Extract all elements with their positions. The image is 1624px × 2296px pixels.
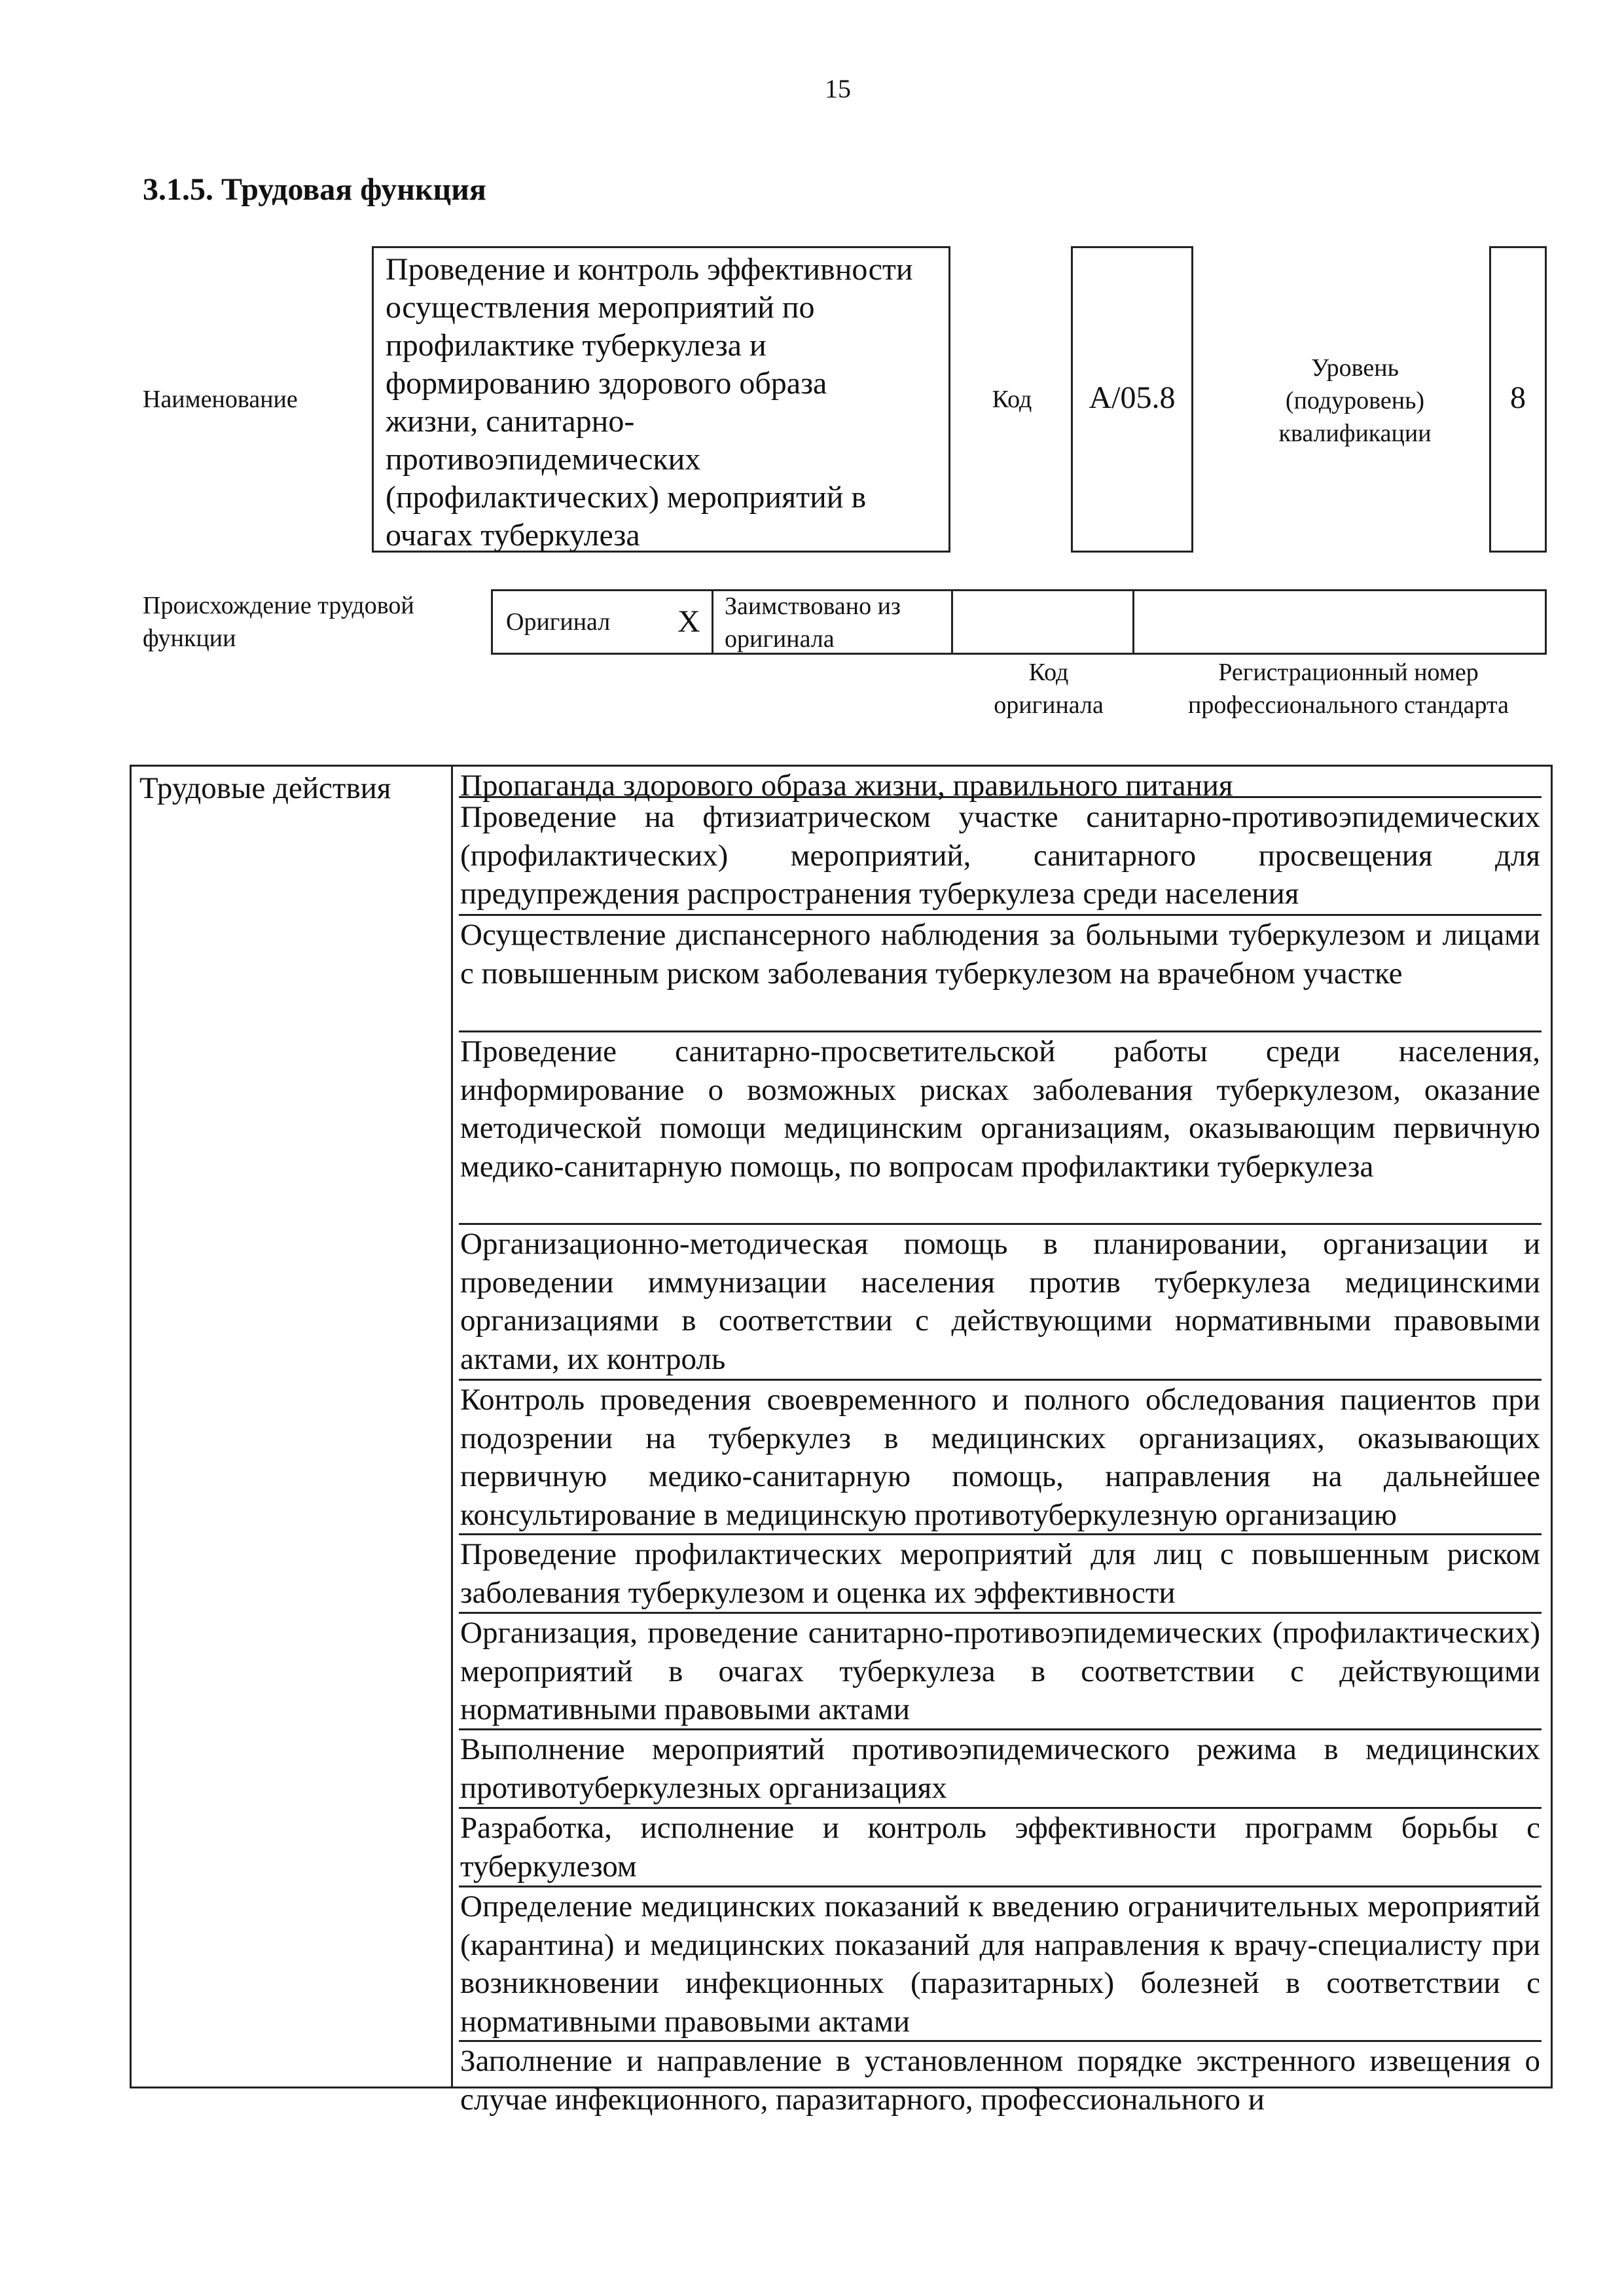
name-value-cell	[372, 246, 950, 553]
name-line: противоэпидемических	[386, 442, 701, 477]
labor-actions-table	[130, 765, 1553, 2117]
borrowed-label-line: Заимствовано из	[725, 592, 901, 620]
section-title: 3.1.5. Трудовая функция	[143, 172, 486, 207]
caption-line: оригинала	[994, 691, 1104, 719]
code-value: А/05.8	[1089, 380, 1176, 415]
labor-action-item: Осуществление диспансерного наблюдения за больными туберкулезом и лицами с повышенным риском заболевания туберкулезом на врачебном участке	[459, 916, 1542, 1032]
origin-label-line: функции	[143, 625, 236, 652]
name-line: профилактике туберкулеза и	[386, 328, 767, 363]
original-mark: X	[677, 604, 700, 639]
name-line: Проведение и контроль эффективности	[386, 252, 913, 287]
level-value-cell	[1489, 246, 1547, 553]
level-label-line: (подуровень)	[1285, 387, 1425, 414]
code-label: Код	[992, 386, 1032, 413]
original-label: Оригинал	[506, 608, 611, 636]
name-line: осуществления мероприятий по	[386, 290, 815, 325]
labor-action-item: Выполнение мероприятий противоэпидемического режима в медицинских противотуберкулезных организациях	[459, 1730, 1542, 1809]
labor-action-item: Организация, проведение санитарно-противоэпидемических (профилактических) мероприятий в очагах туберкулеза в соответствии с действующими нормативными правовыми актами	[459, 1614, 1542, 1730]
labor-actions-label: Трудовые действия	[139, 771, 391, 805]
borrowed-label-line: оригинала	[725, 625, 835, 653]
labor-action-item: Проведение профилактических мероприятий для лиц с повышенным риском заболевания туберкулезом и оценка их эффективности	[459, 1535, 1542, 1614]
code-original-caption	[957, 656, 1140, 721]
level-label	[1244, 352, 1466, 450]
borrowed-label	[725, 590, 901, 655]
origin-divider	[1132, 591, 1134, 653]
level-label-line: квалификации	[1278, 420, 1432, 447]
name-line: формированию здорового образа	[386, 366, 827, 401]
labor-action-item: Заполнение и направление в установленном порядке экстренного извещения о случае инфекционного, паразитарного, профессионального и	[460, 2044, 1540, 2117]
name-value-text	[386, 251, 948, 555]
caption-line: Регистрационный номер	[1218, 659, 1479, 686]
level-label-line: Уровень	[1311, 354, 1399, 382]
labor-action-item: Проведение на фтизиатрическом участке санитарно-противоэпидемических (профилактических) мероприятий, санитарного просвещения для предупреждения распространения туберкулеза среди населения	[459, 798, 1542, 916]
name-line: очагах туберкулеза	[386, 518, 640, 553]
labor-action-item: Пропаганда здорового образа жизни, правильного питания	[459, 767, 1542, 798]
origin-divider	[951, 591, 953, 653]
labor-action-item: Организационно-методическая помощь в планировании, организации и проведении иммунизации населения против туберкулеза медицинскими организациями в соответствии с действующими нормативными правовыми актами, их контроль	[459, 1225, 1542, 1381]
page-number: 15	[825, 74, 851, 103]
name-line: жизни, санитарно-	[386, 404, 635, 439]
origin-label-line: Происхождение трудовой	[143, 592, 414, 619]
code-value-cell	[1071, 246, 1193, 553]
labor-action-item: Проведение санитарно-просветительской работы среди населения, информирование о возможных рисках заболевания туберкулезом, оказание методической помощи медицинским организациям, оказывающим первичную медико-санитарную помощь, по вопросам профилактики туберкулеза	[459, 1032, 1542, 1225]
labor-action-item: Контроль проведения своевременного и полного обследования пациентов при подозрении на туберкулез в медицинских организациях, оказывающих первичную медико-санитарную помощь, направления на дальнейшее консультирование в медицинскую противотуберкулезную организацию	[459, 1381, 1542, 1535]
labor-action-item: Определение медицинских показаний к введению ограничительных мероприятий (карантина) и медицинских показаний для направления к врачу-специалисту при возникновении инфекционных (паразитарных) болезней в соответствии с нормативными правовыми актами	[459, 1887, 1542, 2042]
origin-divider	[712, 591, 713, 653]
caption-line: Код	[1028, 659, 1069, 686]
column-divider	[451, 767, 453, 2086]
name-label: Наименование	[143, 386, 298, 413]
name-line: (профилактических) мероприятий в	[386, 480, 867, 515]
caption-line: профессионального стандарта	[1188, 691, 1509, 719]
origin-row	[491, 589, 1547, 655]
labor-action-item: Разработка, исполнение и контроль эффективности программ борьбы с туберкулезом	[459, 1809, 1542, 1887]
reg-number-caption	[1146, 656, 1551, 721]
origin-label	[143, 589, 414, 655]
level-value: 8	[1510, 380, 1526, 415]
